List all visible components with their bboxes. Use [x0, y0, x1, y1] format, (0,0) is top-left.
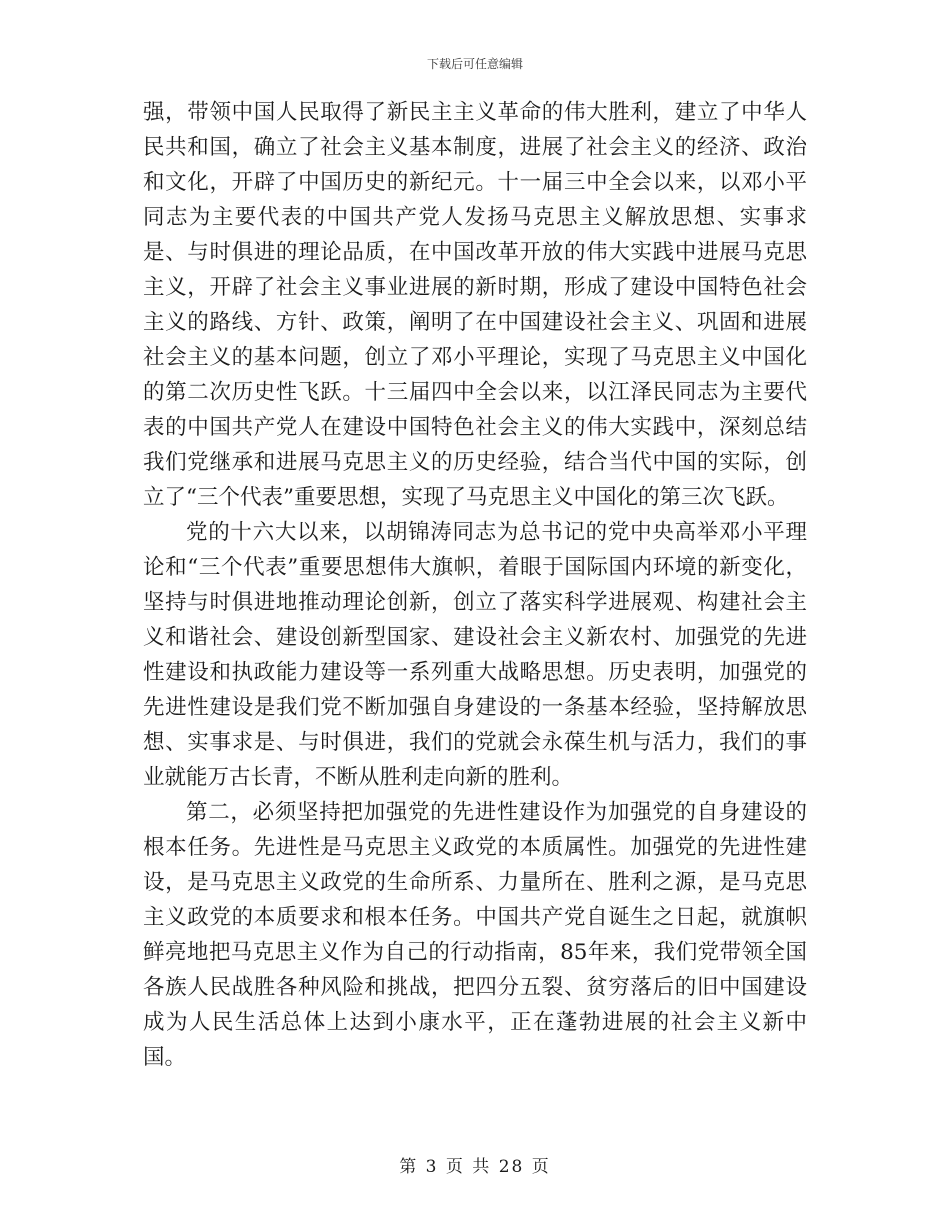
paragraph-2: 党的十六大以来，以胡锦涛同志为总书记的党中央高举邓小平理论和“三个代表”重要思想伟大旗帜，着眼于国际国内环境的新变化，坚持与时俱进地推动理论创新，创立了落实科学进展观、构建社会主义和谐社会、建设创新型国家、建设社会主义新农村、加强党的先进性建设和执政能力建设等一系列重大战略思想。历史表明，加强党的先进性建设是我们党不断加强自身建设的一条基本经验，坚持解放思想、实事求是、与时俱进，我们的党就会永葆生机与活力，我们的事业就能万古长青，不断从胜利走向新的胜利。 [143, 520, 807, 790]
footer-total-pages: 28 [498, 1157, 525, 1177]
footer-current-page: 3 [425, 1157, 439, 1177]
footer-prefix: 第 [399, 1157, 419, 1177]
footer-suffix: 页 [531, 1157, 551, 1177]
document-body [143, 95, 807, 1075]
paragraph-3: 第二，必须坚持把加强党的先进性建设作为加强党的自身建设的根本任务。先进性是马克思主义政党的本质属性。加强党的先进性建设，是马克思主义政党的生命所系、力量所在、胜利之源，是马克思主义政党的本质要求和根本任务。中国共产党自诞生之日起，就旗帜鲜亮地把马克思主义作为自己的行动指南，85年来，我们党带领全国各族人民战胜各种风险和挑战，把四分五裂、贫穷落后的旧中国建设成为人民生活总体上达到小康水平，正在蓬勃进展的社会主义新中国。 [143, 800, 807, 1070]
paragraph-1: 强，带领中国人民取得了新民主主义革命的伟大胜利，建立了中华人民共和国，确立了社会主义基本制度，进展了社会主义的经济、政治和文化，开辟了中国历史的新纪元。十一届三中全会以来，以邓小平同志为主要代表的中国共产党人发扬马克思主义解放思想、实事求是、与时俱进的理论品质，在中国改革开放的伟大实践中进展马克思主义，开辟了社会主义事业进展的新时期，形成了建设中国特色社会主义的路线、方针、政策，阐明了在中国建设社会主义、巩固和进展社会主义的基本问题，创立了邓小平理论，实现了马克思主义中国化的第二次历史性飞跃。十三届四中全会以来，以江泽民同志为主要代表的中国共产党人在建设中国特色社会主义的伟大实践中，深刻总结我们党继承和进展马克思主义的历史经验，结合当代中国的实际，创立了“三个代表”重要思想，实现了马克思主义中国化的第三次飞跃。 [143, 100, 807, 510]
page-header-note: 下载后可任意编辑 [426, 57, 523, 71]
footer-page-word: 页 [445, 1157, 465, 1177]
page-number-footer [0, 1152, 950, 1177]
footer-total-word: 共 [472, 1157, 492, 1177]
